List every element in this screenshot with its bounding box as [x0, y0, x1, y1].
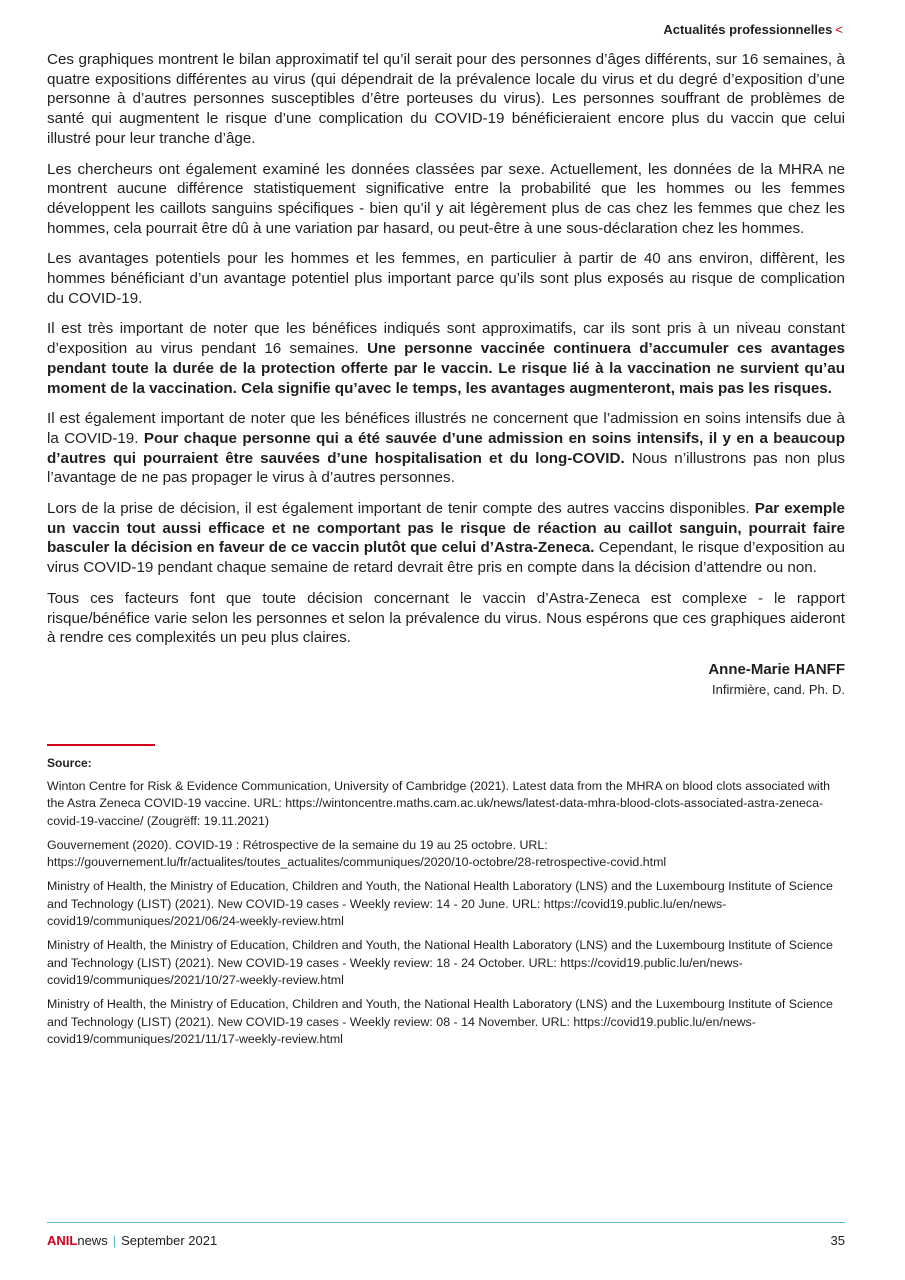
paragraph — [47, 160, 845, 239]
source-item: Ministry of Health, the Ministry of Education, Children and Youth, the National Health Laboratory (LNS) and the Luxembourg Institute of Science and Technology (LIST) (2021). New COVID-19 cases - Weekly review: 14 - 20 June. URL: https://covid19.public.lu/en/news-covid19/communiques/2021/06/24-weekly-review.html — [47, 879, 833, 929]
paragraph — [47, 249, 845, 308]
author-name: Anne-Marie HANFF — [708, 660, 845, 678]
paragraph-text: Ces graphiques montrent le bilan approximatif tel qu’il serait pour des personnes d’âges différents, sur 16 semaines, à quatre expositions différentes au virus (qui dépendrait de la prévalence locale du virus et du degré d’exposition d’une personne à d’autres personnes susceptibles d’être porteuses du virus). Les personnes souffrant de problèmes de santé qui augmentent le risque d’une complication du COVID-19 bénéficieraient encore plus du vaccin que celui illustré pour leur tranche d’âge. — [47, 51, 845, 147]
footer-separator: | — [112, 1233, 117, 1248]
source-item: Ministry of Health, the Ministry of Education, Children and Youth, the National Health Laboratory (LNS) and the Luxembourg Institute of Science and Technology (LIST) (2021). New COVID-19 cases - Weekly review: 08 - 14 November. URL: https://covid19.public.lu/en/news-covid19/communiques/2021/11/17-weekly-review.html — [47, 997, 833, 1046]
paragraph-text: Cependant, le risque d’exposition au virus COVID-19 pendant chaque semaine de retard devrait être pris en compte dans la décision d’attendre ou non. — [47, 539, 846, 577]
page-number: 35 — [830, 1233, 845, 1248]
author-title: Infirmière, cand. Ph. D. — [712, 681, 845, 697]
paragraph-list — [47, 50, 845, 648]
brand-logo: ANIL — [47, 1233, 78, 1248]
issue-date: September 2021 — [121, 1233, 218, 1248]
paragraph-text: Les chercheurs ont également examiné les données classées par sexe. Actuellement, les données de la MHRA ne montrent aucune différence statistiquement significative entre la probabilité que les hommes ou les femmes développent les caillots sanguins spécifiques - bien qu’il y ait légèrement plus de cas chez les femmes que chez les hommes, cela pourrait être dû à une variation par hasard, ou peut-être à une sous-déclaration chez les hommes. — [47, 160, 845, 237]
footer-divider — [47, 1222, 845, 1223]
author-block — [47, 660, 845, 698]
paragraph-text: Nous n’illustrons pas non plus l’avantage de ne pas propager le virus à d’autres personnes. — [47, 449, 845, 487]
emphasized-text: Par exemple un vaccin tout aussi efficace et ne comportant pas le risque de réaction au caillot sanguin, pourrait faire basculer la décision en faveur de ce vaccin plutôt que celui d’Astra-Zeneca. — [47, 500, 845, 557]
paragraph-text: Il est également important de noter que les bénéfices illustrés ne concernent que l’admission en soins intensifs due à la COVID-19. — [47, 410, 845, 447]
sources-title: Source: — [47, 756, 92, 770]
paragraph-text: Tous ces facteurs font que toute décision concernant le vaccin d’Astra-Zeneca est complexe - le rapport risque/bénéfice varie selon les personnes et selon la prévalence du virus. Nous espérons que ces graphiques aideront à rendre ces complexités un peu plus claires. — [47, 589, 845, 647]
article-body — [47, 50, 845, 698]
emphasized-text: Une personne vaccinée continuera d’accumuler ces avantages pendant toute la durée de la protection offerte par le vaccin. Le risque lié à la vaccination ne survient qu’au moment de la vaccination. Cela signifie qu’avec le temps, les avantages augmenteront, mais pas les risques. — [47, 340, 845, 397]
paragraph — [47, 589, 845, 648]
page-footer — [47, 1233, 845, 1248]
paragraph — [47, 319, 845, 398]
paragraph-text: Il est très important de noter que les bénéfices indiqués sont approximatifs, car ils sont pris à un niveau constant d’exposition au virus pendant 16 semaines. — [47, 320, 845, 358]
paragraph-text: Les avantages potentiels pour les hommes et les femmes, en particulier à partir de 40 ans environ, diffèrent, les hommes bénéficiant d’un avantage potentiel plus important parce qu’ils sont plus exposés au risque de complication du COVID-19. — [47, 250, 845, 307]
section-header — [663, 22, 843, 37]
divider — [47, 744, 155, 746]
brand-logo-suffix: news — [77, 1233, 108, 1248]
chevron-left-icon: < — [835, 22, 843, 37]
paragraph-text: Lors de la prise de décision, il est également important de tenir compte des autres vaccins disponibles. — [47, 500, 755, 518]
paragraph — [47, 409, 845, 488]
source-item: Winton Centre for Risk & Evidence Communication, University of Cambridge (2021). Latest data from the MHRA on blood clots associated with the Astra Zeneca COVID-19 vaccine. URL: https://wintoncentre.maths.cam.ac.uk/news/latest-data-mhra-blood-clots-associated-astra-zeneca-covid-19-vaccine/ (Zougrëff: 19.11.2021) — [47, 779, 831, 828]
paragraph — [47, 499, 845, 578]
paragraph — [47, 50, 845, 149]
source-list — [47, 778, 845, 1048]
section-title: Actualités professionnelles — [663, 22, 833, 37]
source-item: Gouvernement (2020). COVID-19 : Rétrospective de la semaine du 19 au 25 octobre. URL: https://gouvernement.lu/fr/actualites/toutes_actualites/communiques/2020/10-octobre/28-retrospective-covid.html — [47, 837, 667, 870]
sources-section — [47, 744, 845, 1055]
source-item: Ministry of Health, the Ministry of Education, Children and Youth, the National Health Laboratory (LNS) and the Luxembourg Institute of Science and Technology (LIST) (2021). New COVID-19 cases - Weekly review: 18 - 24 October. URL: https://covid19.public.lu/en/news-covid19/communiques/2021/10/27-weekly-review.html — [47, 938, 833, 987]
emphasized-text: Pour chaque personne qui a été sauvée d’une admission en soins intensifs, il y en a beaucoup d’autres qui pourraient être sauvées d’une hospitalisation et du long-COVID. — [47, 429, 845, 467]
